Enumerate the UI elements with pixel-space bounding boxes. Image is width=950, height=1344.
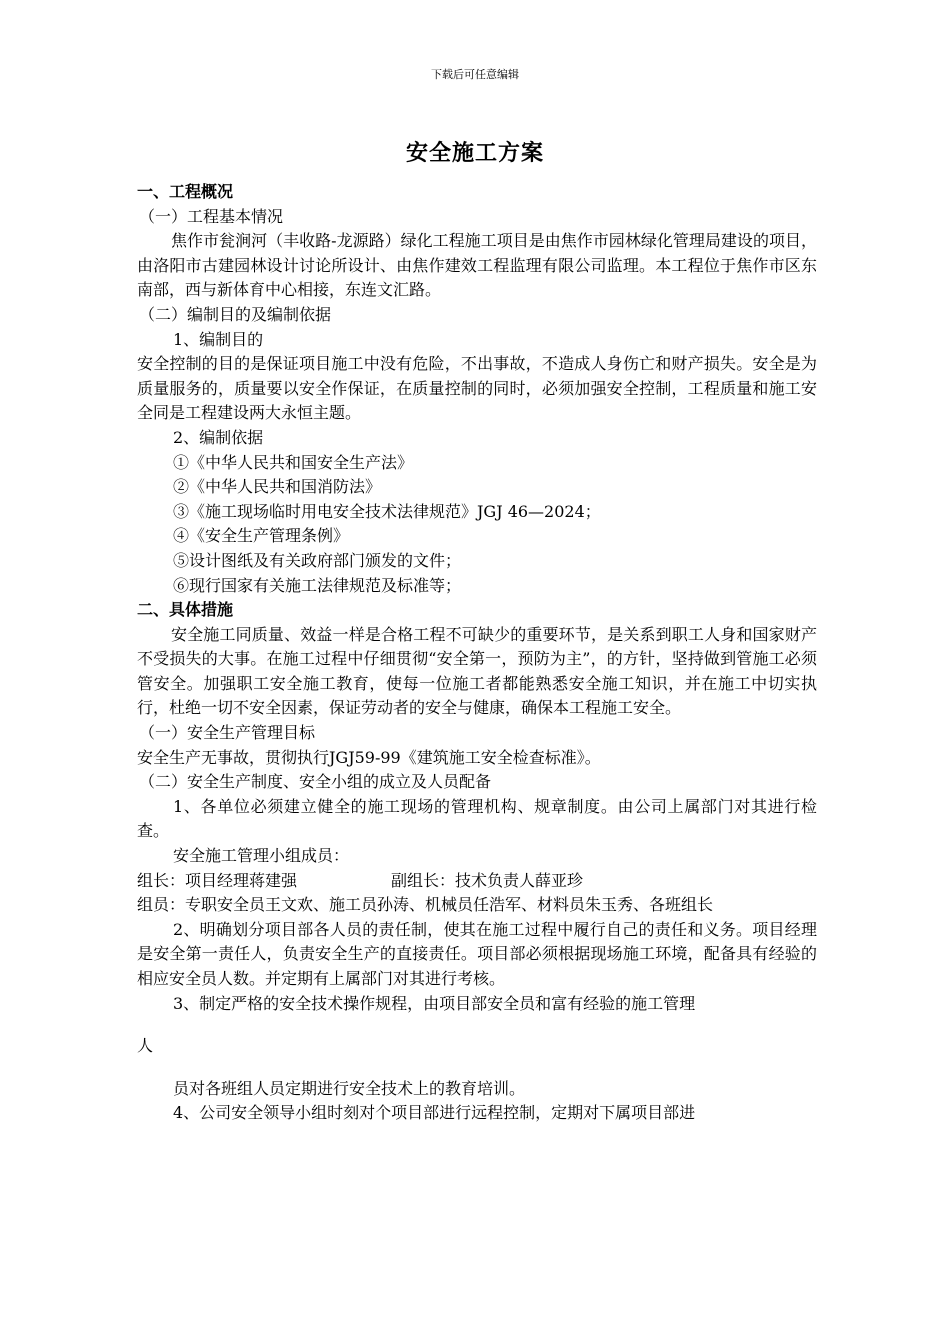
- list-heading: 2、编制依据: [173, 427, 264, 447]
- list-item: ⑥现行国家有关施工法律规范及标准等；: [173, 575, 462, 595]
- list-item: ②《中华人民共和国消防法》: [173, 477, 382, 497]
- paragraph: 安全生产无事故，贯彻执行JGJ59-99《建筑施工安全检查标准》。: [137, 747, 601, 767]
- paragraph: 焦作市瓮涧河（丰收路-龙源路）绿化工程施工项目是由焦作市园林绿化管理局建设的项目，由洛阳市古建园林设计讨论所设计、由焦作建效工程监理有限公司监理。本工程位于焦作市区东南部，西与新体育中心相接，东连文汇路。: [137, 231, 817, 300]
- subsection-heading: （一）工程基本情况: [139, 206, 284, 226]
- paragraph: 安全施工管理小组成员：: [173, 846, 350, 866]
- list-heading: 1、编制目的: [173, 329, 264, 349]
- paragraph: 2、明确划分项目部各人员的责任制，使其在施工过程中履行自己的责任和义务。项目经理是安全第一责任人，负责安全生产的直接责任。项目部必须根据现场施工环境，配备具有经验的相应安全员人数。并定期有上属部门对其进行考核。: [137, 919, 817, 988]
- list-item: ④《安全生产管理条例》: [173, 526, 350, 546]
- paragraph: 人: [137, 1036, 154, 1056]
- group-leader: 组长：项目经理蒋建强: [137, 870, 298, 890]
- subsection-heading: （二）安全生产制度、安全小组的成立及人员配备: [139, 772, 492, 792]
- document-title: 安全施工方案: [405, 140, 544, 166]
- list-item: ①《中华人民共和国安全生产法》: [173, 452, 414, 472]
- paragraph: 3、制定严格的安全技术操作规程，由项目部安全员和富有经验的施工管理: [173, 993, 696, 1013]
- paragraph: 安全控制的目的是保证项目施工中没有危险，不出事故，不造成人身伤亡和财产损失。安全是为质量服务的，质量要以安全作保证，在质量控制的同时，必须加强安全控制，工程质量和施工安全同是工程建设两大永恒主题。: [137, 354, 817, 423]
- subsection-heading: （二）编制目的及编制依据: [139, 304, 332, 324]
- crew-leaders: [137, 869, 817, 894]
- paragraph: 员对各班组人员定期进行安全技术上的教育培训。: [173, 1078, 526, 1098]
- paragraph: 4、公司安全领导小组时刻对个项目部进行远程控制，定期对下属项目部进: [173, 1103, 696, 1123]
- section-heading-measures: 二、具体措施: [137, 600, 234, 620]
- section-heading-overview: 一、工程概况: [137, 182, 234, 201]
- subsection-heading: （一）安全生产管理目标: [139, 723, 316, 743]
- deputy-leader: 副组长：技术负责人薛亚珍: [391, 870, 584, 890]
- list-item: ③《施工现场临时用电安全技术法律规范》JGJ 46—2024；: [173, 501, 601, 521]
- document-body: [137, 180, 817, 1126]
- list-item: ⑤设计图纸及有关政府部门颁发的文件；: [173, 550, 462, 570]
- paragraph: 安全施工同质量、效益一样是合格工程不可缺少的重要环节，是关系到职工人身和国家财产不受损失的大事。在施工过程中仔细贯彻“安全第一，预防为主”，的方针，坚持做到管施工必须管安全。加强职工安全施工教育，使每一位施工者都能熟悉安全施工知识，并在施工中切实执行，杜绝一切不安全因素，保证劳动者的安全与健康，确保本工程施工安全。: [137, 624, 817, 718]
- paragraph: 组员：专职安全员王文欢、施工员孙涛、机械员任浩军、材料员朱玉秀、各班组长: [137, 895, 714, 915]
- page-header: 下载后可任意编辑: [431, 68, 519, 81]
- paragraph: 1、各单位必须建立健全的施工现场的管理机构、规章制度。由公司上属部门对其进行检查。: [137, 796, 817, 841]
